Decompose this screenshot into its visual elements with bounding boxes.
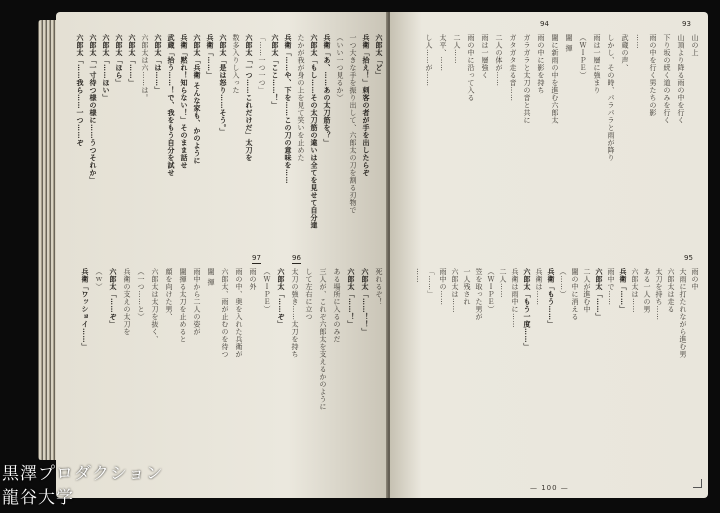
left-page-lower-section [56, 252, 388, 482]
text-column: 雨中の…… [439, 268, 447, 306]
text-column: 兵衛の支えの太刀を [123, 268, 131, 336]
text-column: 兵衛「もう……」 [547, 268, 556, 328]
text-column: 六郎太は六……は。 [141, 34, 149, 102]
text-column: 六郎太、雨が止むのを待つ [221, 268, 229, 358]
text-column: 六郎太「……ぞ」 [109, 268, 118, 328]
text-column: （いい一つ見るか） [336, 34, 344, 102]
text-column: 雨の中を行く男たちの影 [649, 34, 657, 117]
text-column: 六郎太「……」 [128, 34, 137, 87]
text-column: 闇に新雨の中を進む六郎太 [551, 34, 559, 124]
text-column: 六郎太「兵衛 そんな家も、かのように [193, 34, 202, 165]
text-column: 雨の中 [691, 268, 699, 291]
text-column: 六郎太「一寸待つ様の様に……うつそれか」 [89, 34, 98, 184]
text-column: 兵衛「……」 [619, 268, 628, 313]
scene-number: 93 [682, 20, 691, 28]
text-column: 顔を向けた男、 [165, 268, 173, 321]
scene-number: 97 [252, 254, 261, 262]
text-column: 山頂より降る雨の中を行く [677, 34, 685, 124]
scene-number: 96 [292, 254, 301, 262]
text-column: しかし、その時、パラパラと雨が降り [607, 34, 615, 162]
text-column: ガタガタ走る音…… [509, 34, 517, 102]
watermark-line-1: 黒澤プロダクション [2, 464, 164, 484]
text-column: 六郎太「ここ……！」 [271, 34, 280, 109]
text-column: 「……」 [427, 268, 435, 298]
text-column: 「……一つ一つ」 [258, 34, 266, 94]
text-column: 兵衛は…… [535, 268, 543, 306]
right-page-upper-section [390, 18, 708, 246]
right-page-lower-section [390, 252, 708, 482]
text-column: ある一人の男 [643, 268, 651, 313]
text-column: ある場所に入るのみだ [333, 268, 341, 343]
text-column: （一つ……と） [137, 268, 145, 321]
text-column: 太刀の強き……太刀を持ち [291, 268, 299, 358]
text-column: （ＷＩＰＥ） [487, 268, 495, 313]
text-column: 下り坂の続く道のみを行く [663, 34, 671, 124]
text-column: 六郎太「ほら」 [115, 34, 124, 87]
text-column: 二人が進む中 [583, 268, 591, 313]
text-column: 闇揮る太刀を止めると [179, 268, 187, 343]
text-column: 闇 揮 [207, 268, 215, 286]
left-page [56, 12, 388, 498]
text-column: 兵衛「黙れ！知らない！」そのまま話せ [180, 34, 189, 169]
text-column: 雨中から二人の姿が [193, 268, 201, 336]
text-column: 大雨に打たれながら進む男 [679, 268, 687, 358]
text-column: 六郎太は…… [631, 268, 639, 313]
text-column: 雨の中に沿って入る [467, 34, 475, 102]
text-column: 雨の中、奥を入れた兵衛が [235, 268, 243, 358]
corner-mark [693, 479, 702, 488]
text-column: 兵衛「ワッショイ……」 [81, 268, 90, 351]
text-column: 六郎太「ど」 [375, 34, 384, 79]
book-spread [34, 6, 710, 502]
text-column: 二人…… [453, 34, 461, 64]
text-column: 兵衛は雨中に…… [511, 268, 519, 328]
text-column: 六郎太「……ぞ」 [277, 268, 286, 328]
text-column: （……） [559, 268, 567, 298]
left-page-upper-section [56, 18, 388, 246]
text-column: 雨は一層強く [481, 34, 489, 79]
text-column: 闇の中に消える [571, 268, 579, 321]
text-column: 兵衛「あ、……あの太刀筋を？」 [323, 34, 332, 147]
text-column: 三人が、これぞ六郎太を支えるかのように [319, 268, 327, 411]
text-column: 六郎太「……」 [595, 268, 604, 321]
text-column: 六郎太「もう一度……」 [523, 268, 532, 351]
text-column: （ＷＩＰＥ） [579, 34, 587, 79]
text-column: 数多入りし入った [232, 34, 240, 94]
text-column: 六郎太は太刀を抜く、 [151, 268, 159, 343]
text-column: 六郎太は走る [667, 268, 675, 313]
text-column: 六郎太は…… [451, 268, 459, 313]
text-column: 武蔵の声、 [621, 34, 629, 72]
text-column: 兵衛「……や、下を……この刀の意味を…… [284, 34, 293, 184]
right-page [390, 12, 708, 498]
text-column: して左右に立つ [305, 268, 313, 321]
text-column: 雨の外 [249, 268, 257, 291]
text-column: 六郎太「是は怒り……そう。」 [219, 34, 228, 136]
text-column: 闇 揮 [565, 34, 573, 52]
text-column: ガラガラと太刀の音と共に [523, 34, 531, 124]
text-column: 兵衛「……」 [206, 34, 215, 79]
text-column: 一人残され [463, 268, 471, 306]
text-column: 六郎太「は……」 [154, 34, 163, 94]
text-column: 六郎太「一つ……これだけだ」太刀を [245, 34, 254, 162]
page-number: — 100 — [530, 484, 569, 492]
scene-number: 94 [540, 20, 549, 28]
text-column: 笠を取った男が [475, 268, 483, 321]
text-column: 二人の体が…… [495, 34, 503, 87]
text-column: 雨は一層に強まり [593, 34, 601, 94]
text-column: 二人…… [499, 268, 507, 298]
text-column: 六郎太「……ほい」 [102, 34, 111, 102]
text-column: 死れるぞ！ [375, 268, 383, 306]
text-column: （ｗ） [95, 268, 103, 291]
scene-number: 95 [684, 254, 693, 262]
text-column: 雨の中に影を持ち [537, 34, 545, 94]
text-column: 六郎太「……我ら……一つ……ぞ [76, 34, 85, 147]
text-column: 山の上 [691, 34, 699, 57]
text-column: 雨中で…… [607, 268, 615, 306]
text-column: 六郎太「……！！」 [361, 268, 370, 336]
text-column: …… [415, 268, 423, 283]
text-column: 六郎太「……！」 [347, 268, 356, 328]
text-column: たかが我が身の上を見て笑いを止めた [297, 34, 305, 162]
watermark-line-2: 龍谷大学 [2, 488, 74, 508]
text-column: 六郎太「もし……その太刀筋の違いは全てを見せて自分達 [310, 34, 319, 229]
text-column: （ＷＩＰＥ） [263, 268, 271, 313]
text-column: …… [635, 34, 643, 49]
text-column: 武蔵「拾う……！で、我をもう自分を試せ [167, 34, 176, 177]
text-column: 太刀を持ち…… [655, 268, 663, 321]
text-column: 太平、…… [439, 34, 447, 72]
text-column: 兵衛「拾え！」刺客の者が手を出したらぞ [362, 34, 371, 177]
text-column: 一つ大きな手を振り出して、六郎太の刀を割る刃物で [349, 34, 357, 214]
text-column: し人……が…… [425, 34, 433, 87]
